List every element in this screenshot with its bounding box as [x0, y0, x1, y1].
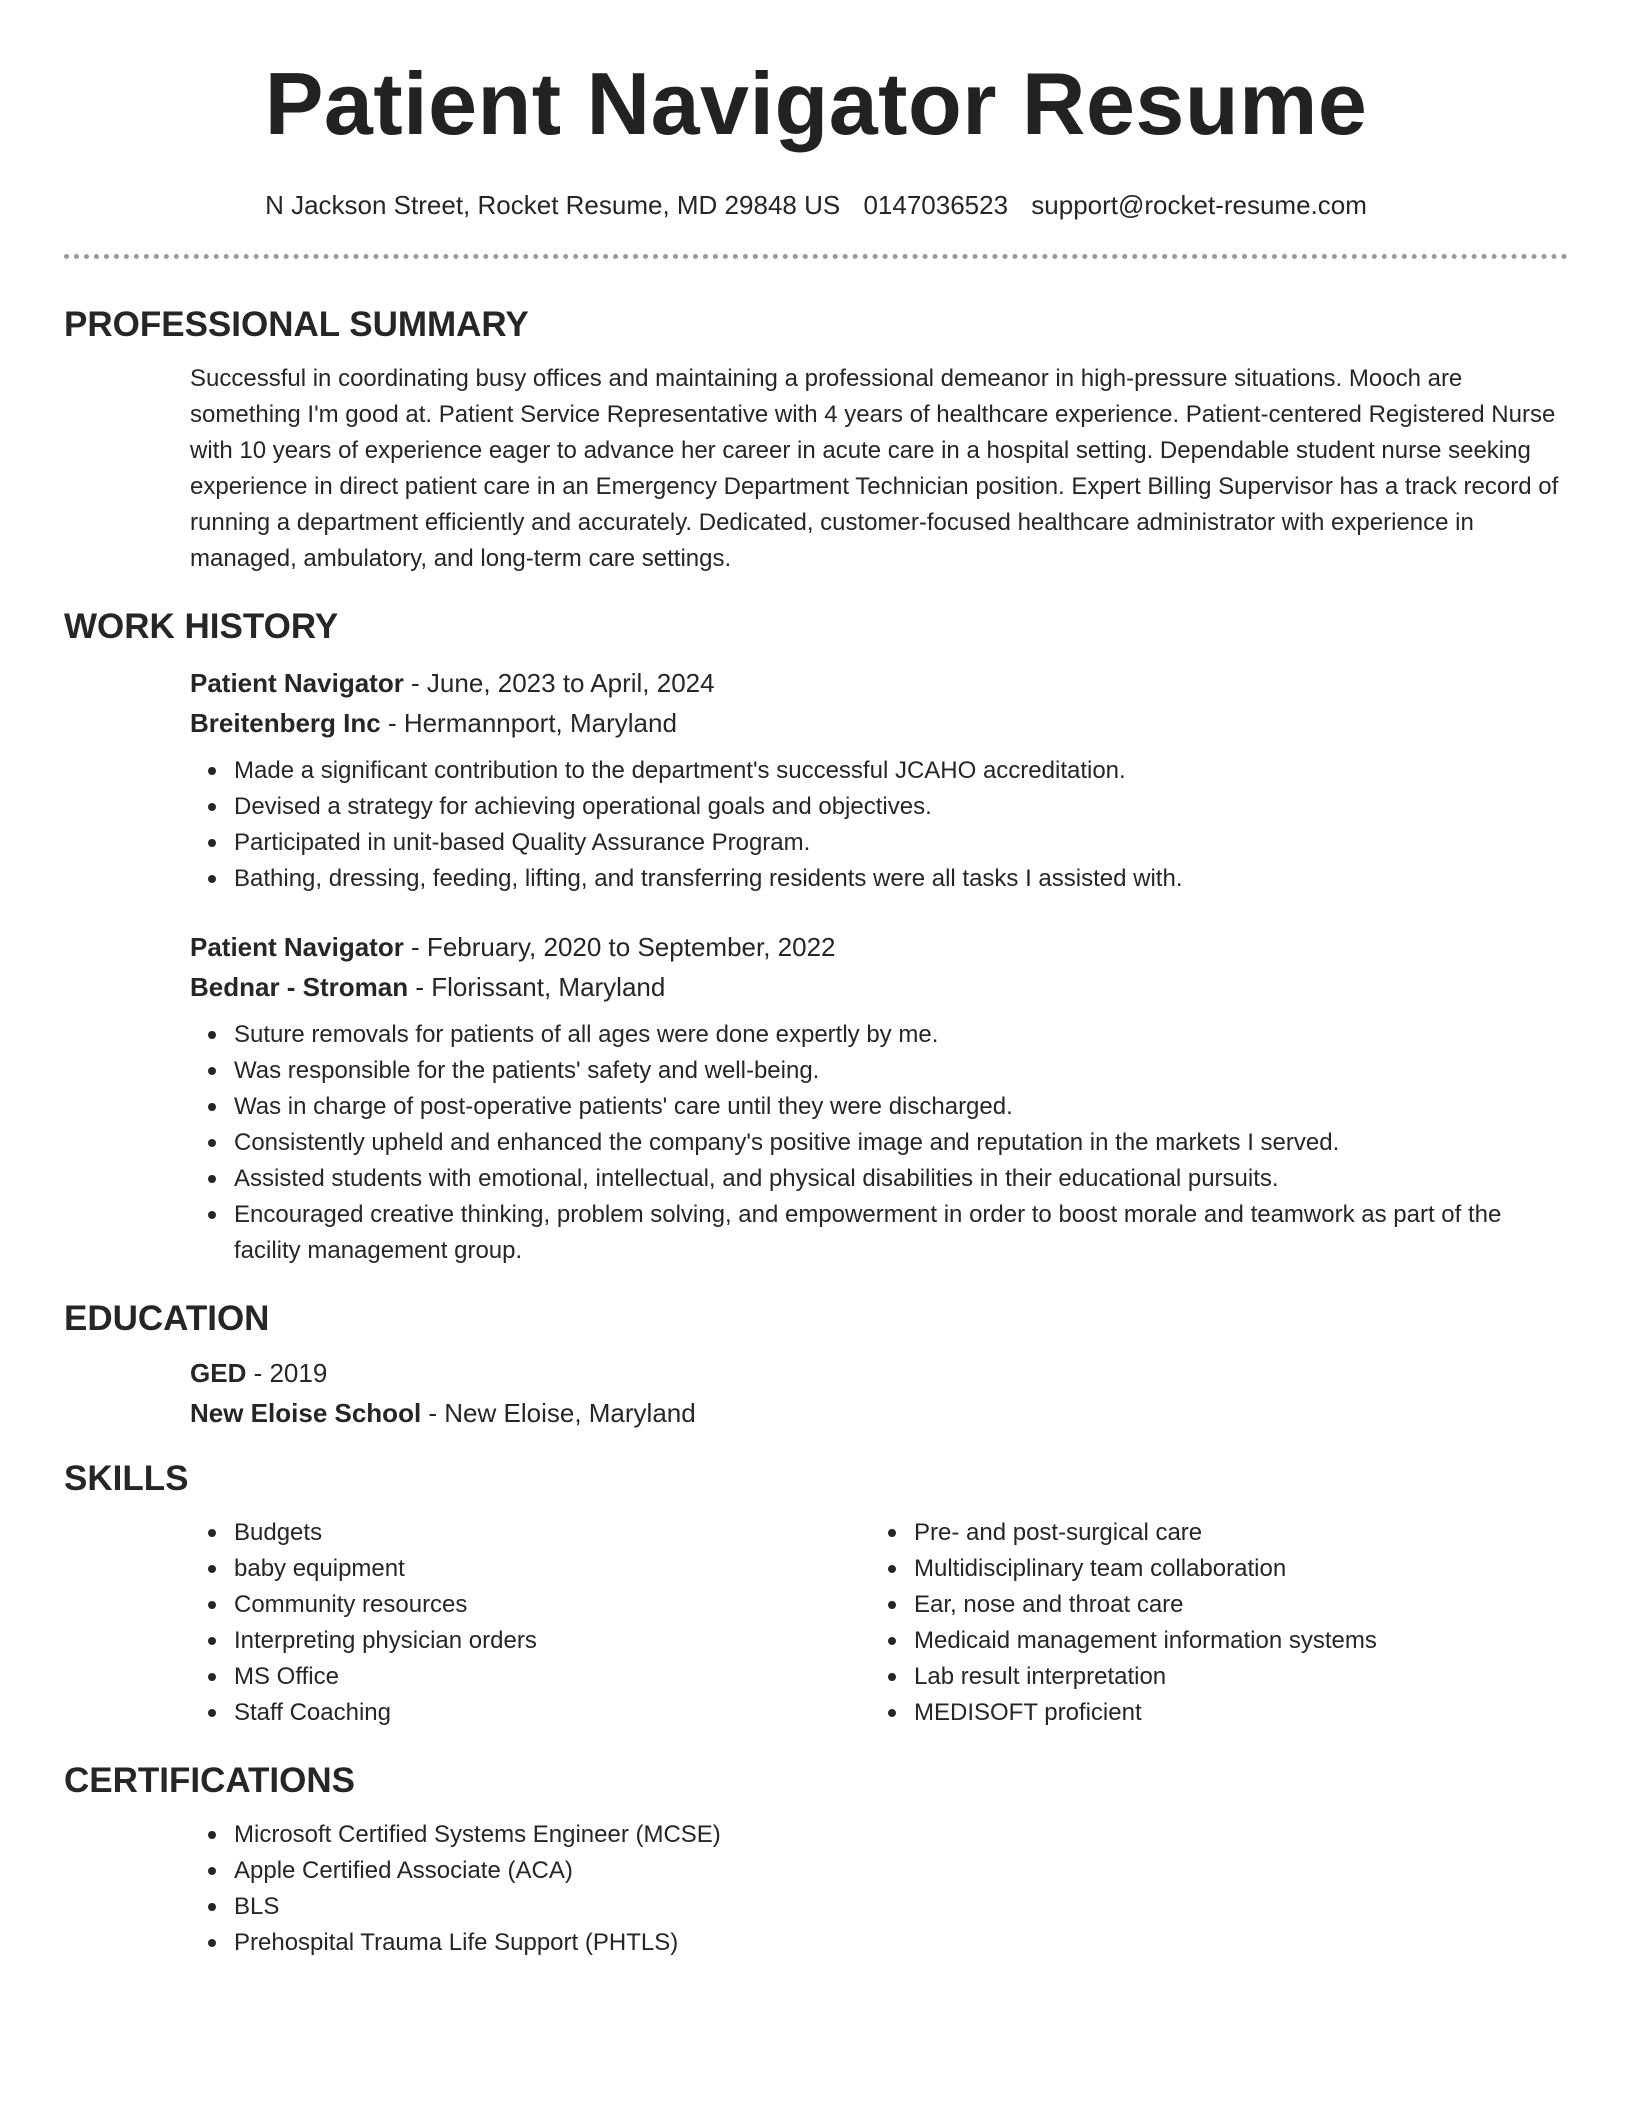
job-title-line — [190, 663, 1568, 703]
job-company-line — [190, 703, 1568, 743]
certification-item: Apple Certified Associate (ACA) — [234, 1853, 1568, 1889]
job-bullet: Bathing, dressing, feeding, lifting, and transferring residents were all tasks I assisted with. — [234, 861, 1568, 897]
skill-item: MS Office — [234, 1659, 870, 1695]
skills-list-right — [870, 1515, 1550, 1731]
job-bullet: Was in charge of post-operative patients' care until they were discharged. — [234, 1089, 1568, 1125]
skill-item: Staff Coaching — [234, 1695, 870, 1731]
skill-item: Multidisciplinary team collaboration — [914, 1551, 1550, 1587]
job-bullet: Encouraged creative thinking, problem solving, and empowerment in order to boost morale and teamwork as part of the facility management group. — [234, 1197, 1568, 1269]
job-location: - Florissant, Maryland — [408, 972, 666, 1002]
skill-item: Lab result interpretation — [914, 1659, 1550, 1695]
contact-email: support@rocket-resume.com — [1031, 190, 1367, 220]
job-role: Patient Navigator — [190, 932, 404, 962]
job-bullets — [190, 753, 1568, 897]
contact-address: N Jackson Street, Rocket Resume, MD 29848 US — [265, 190, 841, 220]
skill-item: Interpreting physician orders — [234, 1623, 870, 1659]
skill-item: Pre- and post-surgical care — [914, 1515, 1550, 1551]
resume-title: Patient Navigator Resume — [264, 54, 1368, 153]
certifications-heading: CERTIFICATIONS — [64, 1761, 356, 1800]
certification-item: BLS — [234, 1889, 1568, 1925]
education-school-line — [190, 1393, 1568, 1433]
job-company-line — [190, 967, 1568, 1007]
skill-item: MEDISOFT proficient — [914, 1695, 1550, 1731]
skill-item: Budgets — [234, 1515, 870, 1551]
education-location: - New Eloise, Maryland — [421, 1398, 696, 1428]
certifications-list — [190, 1817, 1568, 1961]
header-divider — [64, 254, 1568, 259]
skill-item: Medicaid management information systems — [914, 1623, 1550, 1659]
skill-item: Ear, nose and throat care — [914, 1587, 1550, 1623]
education-degree: GED — [190, 1358, 247, 1388]
job-dates: - June, 2023 to April, 2024 — [403, 668, 715, 698]
summary-heading: PROFESSIONAL SUMMARY — [64, 305, 529, 344]
skill-item: baby equipment — [234, 1551, 870, 1587]
job-company: Bednar - Stroman — [190, 972, 409, 1002]
job-dates: - February, 2020 to September, 2022 — [403, 932, 836, 962]
skills-section — [190, 1515, 1568, 1731]
job-entry — [190, 927, 1568, 1269]
certification-item: Microsoft Certified Systems Engineer (MCSE) — [234, 1817, 1568, 1853]
skills-column-left — [190, 1515, 870, 1731]
education-section — [190, 1353, 1568, 1433]
job-title-line — [190, 927, 1568, 967]
work-history-heading: WORK HISTORY — [64, 607, 339, 646]
skill-item: Community resources — [234, 1587, 870, 1623]
job-bullet: Devised a strategy for achieving operational goals and objectives. — [234, 789, 1568, 825]
certification-item: Prehospital Trauma Life Support (PHTLS) — [234, 1925, 1568, 1961]
job-bullet: Assisted students with emotional, intellectual, and physical disabilities in their educational pursuits. — [234, 1161, 1568, 1197]
job-company: Breitenberg Inc — [190, 708, 381, 738]
job-location: - Hermannport, Maryland — [380, 708, 677, 738]
summary-section — [190, 361, 1568, 577]
summary-text: Successful in coordinating busy offices and maintaining a professional demeanor in high-pressure situations. Mooch are something I'm good at. Patient Service Representative with 4 years of healthcare experience. Patient-centered Registered Nurse with 10 years of experience eager to advance her career in acute care in a hospital setting. Dependable student nurse seeking experience in direct patient care in an Emergency Department Technician position. Expert Billing Supervisor has a track record of running a department efficiently and accurately. Dedicated, customer-focused healthcare administrator with experience in managed, ambulatory, and long-term care settings. — [190, 365, 1559, 572]
job-role: Patient Navigator — [190, 668, 404, 698]
education-year: - 2019 — [246, 1358, 328, 1388]
work-history-section — [190, 663, 1568, 1269]
job-bullet: Suture removals for patients of all ages were done expertly by me. — [234, 1017, 1568, 1053]
job-entry — [190, 663, 1568, 897]
job-bullet: Consistently upheld and enhanced the company's positive image and reputation in the markets I served. — [234, 1125, 1568, 1161]
job-bullets — [190, 1017, 1568, 1269]
education-heading: EDUCATION — [64, 1299, 270, 1338]
certifications-section — [190, 1817, 1568, 1961]
skills-heading: SKILLS — [64, 1459, 189, 1498]
contact-phone: 0147036523 — [863, 190, 1009, 220]
skills-list-left — [190, 1515, 870, 1731]
education-school: New Eloise School — [190, 1398, 422, 1428]
skills-column-right — [870, 1515, 1550, 1731]
education-degree-line — [190, 1353, 1568, 1393]
contact-line — [64, 188, 1568, 222]
job-bullet: Made a significant contribution to the department's successful JCAHO accreditation. — [234, 753, 1568, 789]
job-bullet: Participated in unit-based Quality Assurance Program. — [234, 825, 1568, 861]
job-bullet: Was responsible for the patients' safety and well-being. — [234, 1053, 1568, 1089]
